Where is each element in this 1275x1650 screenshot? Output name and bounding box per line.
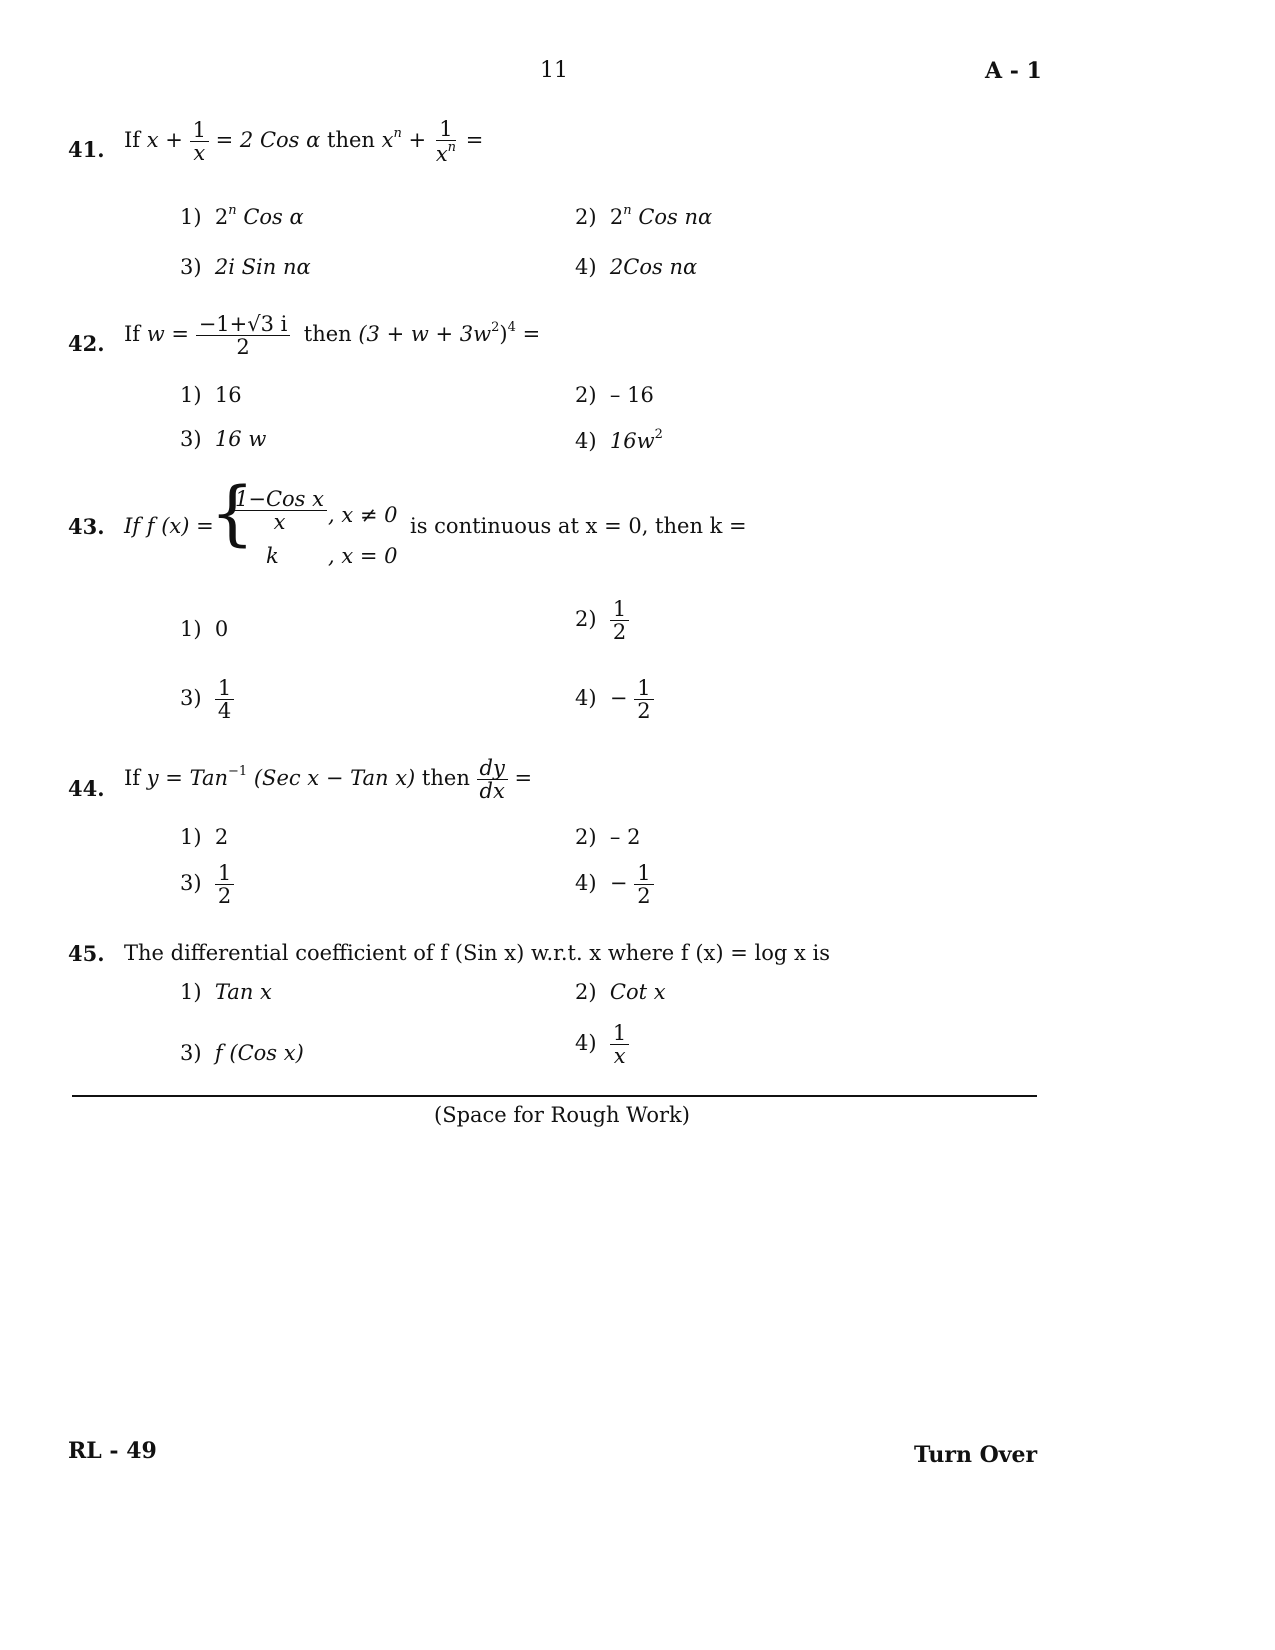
option[interactable]: 3) f (Cos x)	[180, 1041, 304, 1065]
option[interactable]: 4) $\frac{1}{x}$	[575, 1022, 629, 1067]
option[interactable]: 3) $\frac{1}{4}$	[180, 677, 234, 722]
option[interactable]: 1) Tan x	[180, 980, 272, 1004]
page-number: 11	[540, 58, 568, 83]
piecewise-cond-1: , x ≠ 0	[328, 503, 398, 527]
option[interactable]: 4) $16w^2$	[575, 427, 663, 453]
question-number: 41.	[68, 137, 105, 162]
question-stem-tail: is continuous at x = 0, then k =	[410, 514, 747, 538]
question-number: 42.	[68, 331, 105, 356]
option[interactable]: 3) $\frac{1}{2}$	[180, 862, 234, 907]
question-stem: If x + $\frac{1}{x}$ = 2 Cos α then $x^n$ + $\frac{1}{x^n}$ =	[124, 117, 484, 167]
rough-work-label: (Space for Rough Work)	[434, 1103, 690, 1127]
piecewise-case-1: $\frac{\text{1−Cos x}}{x}$	[232, 488, 327, 533]
piecewise-case-2: k	[266, 544, 279, 568]
paper-code: A - 1	[985, 58, 1042, 84]
option[interactable]: 2) – 16	[575, 383, 654, 407]
option[interactable]: 1) 2	[180, 825, 229, 849]
option[interactable]: 2) – 2	[575, 825, 641, 849]
piecewise-cond-2: , x = 0	[328, 544, 398, 568]
option[interactable]: 2) Cot x	[575, 980, 666, 1004]
option[interactable]: 1) 0	[180, 617, 229, 641]
option[interactable]: 2) 2$^n$ Cos nα	[575, 203, 713, 229]
option[interactable]: 4) 2Cos nα	[575, 255, 698, 279]
question-stem: If w = $\frac{-1+√3 i}{2}$ then $(3 + w + 3w^2)^4$ =	[124, 312, 541, 360]
option[interactable]: 3) 16 w	[180, 427, 267, 451]
left-brace: {	[210, 472, 255, 554]
option[interactable]: 1) 16	[180, 383, 242, 407]
question-number: 43.	[68, 514, 105, 539]
question-number: 44.	[68, 776, 105, 801]
option[interactable]: 4) − $\frac{1}{2}$	[575, 862, 654, 907]
question-stem-lhs: If f (x) =	[124, 514, 214, 538]
option[interactable]: 3) 2i Sin nα	[180, 255, 311, 279]
turn-over-label: Turn Over	[914, 1442, 1038, 1468]
question-stem: If y = Tan$^{-1}$ (Sec x − Tan x) then $\frac{dy}{dx}$ =	[124, 756, 533, 804]
option[interactable]: 2) $\frac{1}{2}$	[575, 598, 629, 643]
question-stem: The differential coefficient of f (Sin x) w.r.t. x where f (x) = log x is	[124, 941, 831, 965]
option[interactable]: 1) 2$^n$ Cos α	[180, 203, 304, 229]
option[interactable]: 4) − $\frac{1}{2}$	[575, 677, 654, 722]
divider-line	[72, 1095, 1037, 1097]
footer-code: RL - 49	[68, 1438, 157, 1464]
question-number: 45.	[68, 941, 105, 966]
